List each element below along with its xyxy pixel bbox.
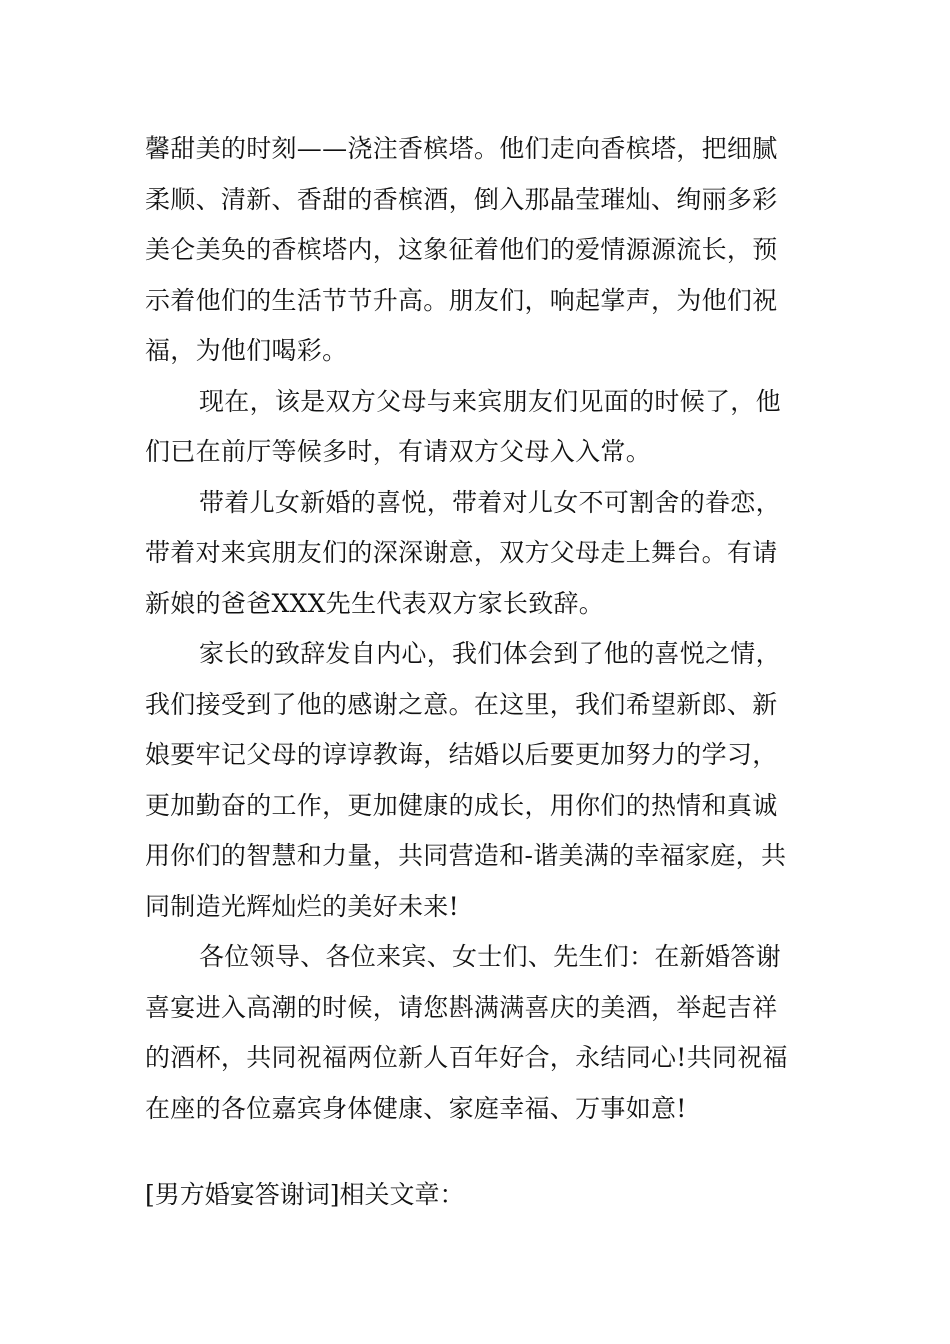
text-line: 新娘的爸爸XXX先生代表双方家长致辞。 bbox=[145, 588, 605, 618]
text-line: 在座的各位嘉宾身体健康、家庭幸福、万事如意! bbox=[145, 1093, 687, 1123]
paragraph-toast bbox=[145, 932, 810, 1134]
paragraph-parents-stage bbox=[145, 478, 810, 630]
paragraph-champagne-tower bbox=[145, 124, 810, 377]
text-line: 现在，该是双方父母与来宾朋友们见面的时候了，他 bbox=[199, 386, 781, 416]
related-articles-heading: [男方婚宴答谢词]相关文章： bbox=[145, 1180, 465, 1209]
text-line: 的酒杯，共同祝福两位新人百年好合，永结同心!共同祝福 bbox=[145, 1043, 788, 1072]
text-line: 更加勤奋的工作，更加健康的成长，用你们的热情和真诚 bbox=[145, 790, 778, 820]
text-line: 我们接受到了他的感谢之意。在这里，我们希望新郎、新 bbox=[145, 689, 778, 719]
document-body bbox=[145, 124, 810, 1134]
text-line: 家长的致辞发自内心，我们体会到了他的喜悦之情， bbox=[199, 639, 781, 668]
text-line: 用你们的智慧和力量，共同营造和-谐美满的幸福家庭，共 bbox=[145, 841, 787, 870]
text-line: 娘要牢记父母的谆谆教诲，结婚以后要更加努力的学习， bbox=[145, 740, 778, 769]
paragraph-parents-meet bbox=[145, 377, 810, 478]
text-line: 同制造光辉灿烂的美好未来! bbox=[145, 891, 459, 921]
text-line: 喜宴进入高潮的时候，请您斟满满喜庆的美酒，举起吉祥 bbox=[145, 992, 778, 1022]
text-line: 带着对来宾朋友们的深深谢意，双方父母走上舞台。有请 bbox=[145, 538, 778, 567]
text-line: 馨甜美的时刻——浇注香槟塔。他们走向香槟塔，把细腻 bbox=[145, 134, 778, 163]
text-line: 们已在前厅等候多时，有请双方父母入入常。 bbox=[145, 437, 652, 466]
text-line: 美仑美奂的香槟塔内，这象征着他们的爱情源源流长，预 bbox=[145, 235, 778, 264]
paragraph-parent-speech bbox=[145, 629, 810, 932]
text-line: 福，为他们喝彩。 bbox=[145, 336, 348, 365]
text-line: 各位领导、各位来宾、女士们、先生们：在新婚答谢 bbox=[199, 942, 781, 971]
text-line: 柔顺、清新、香甜的香槟酒，倒入那晶莹璀灿、绚丽多彩 bbox=[145, 184, 778, 214]
text-line: 带着儿女新婚的喜悦，带着对儿女不可割舍的眷恋， bbox=[199, 487, 781, 517]
text-line: 示着他们的生活节节升高。朋友们，响起掌声，为他们祝 bbox=[145, 285, 778, 315]
